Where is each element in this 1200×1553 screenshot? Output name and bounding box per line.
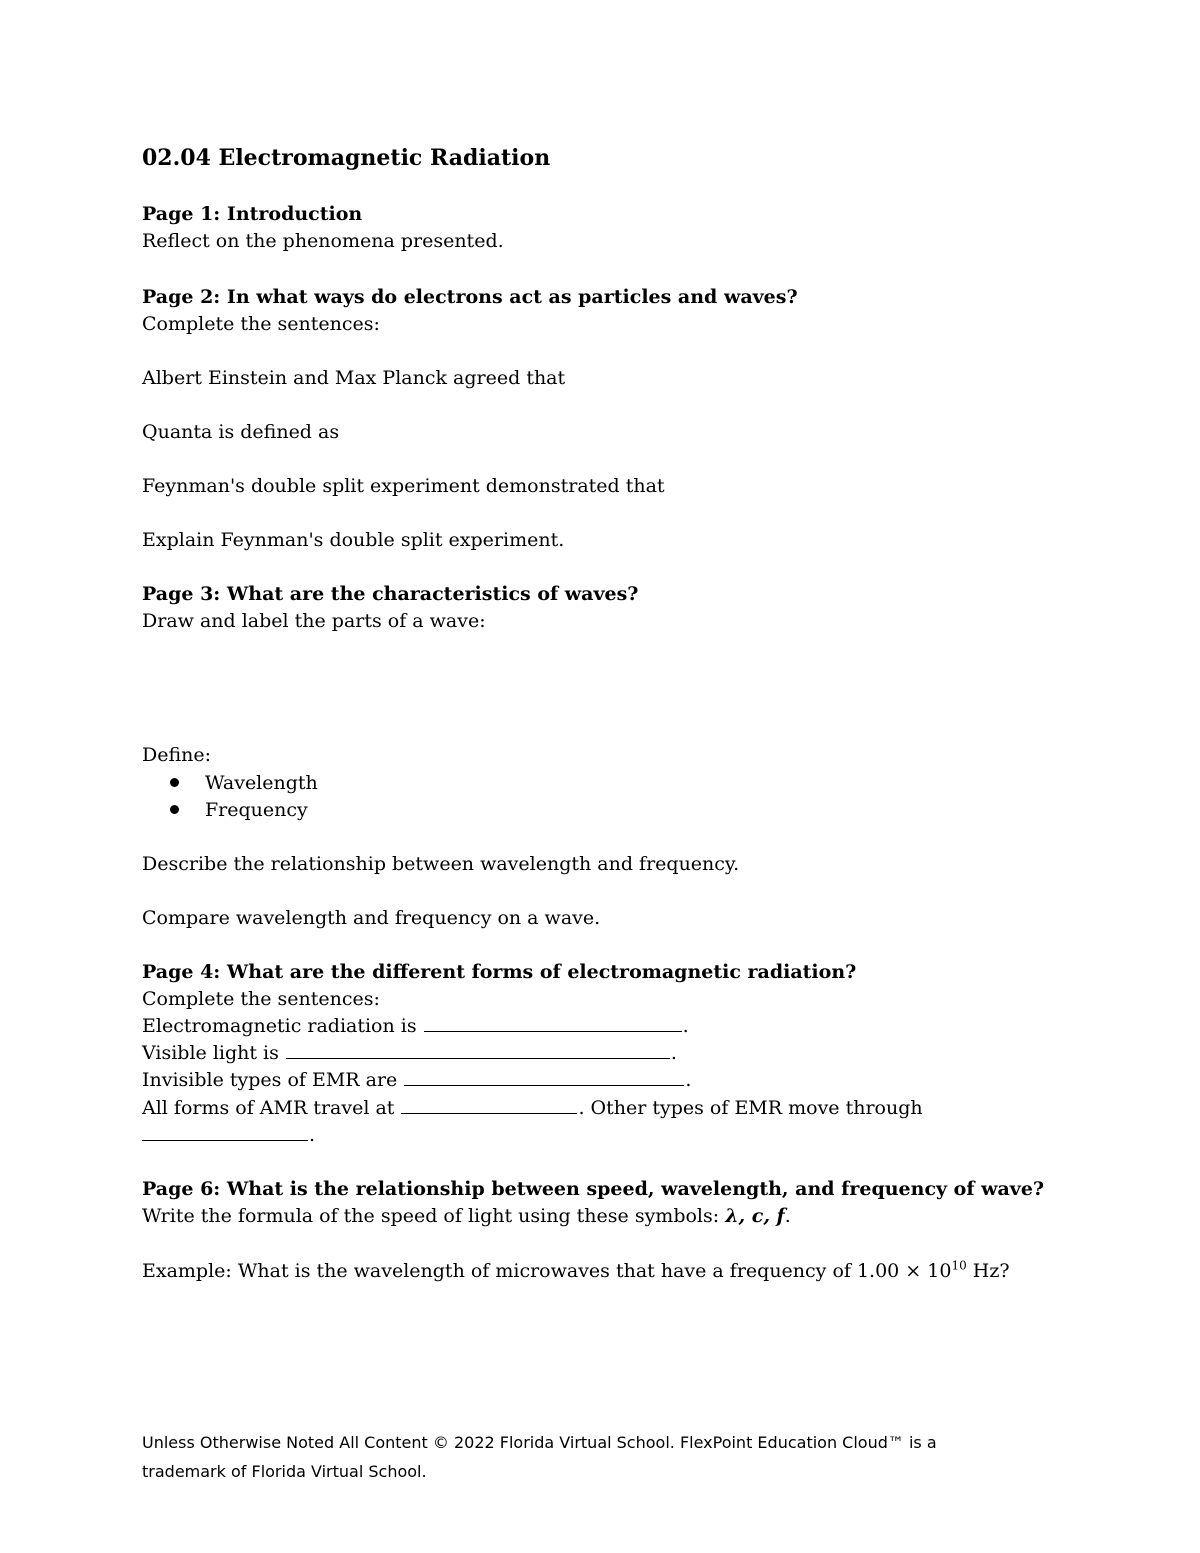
- page4-sentence-continuation: [142, 1122, 315, 1148]
- period: .: [685, 1069, 692, 1091]
- example-text: Example: What is the wavelength of microwaves that have a frequency of 1.00 × 10: [142, 1260, 952, 1282]
- blank-line: [142, 1122, 308, 1141]
- bullet-icon: [170, 778, 179, 787]
- list-item: [170, 797, 308, 823]
- page3-instruction: Draw and label the parts of a wave:: [142, 610, 486, 632]
- page4-sentence-amr-travel: [142, 1095, 923, 1121]
- page3-define-label: Define:: [142, 744, 212, 766]
- footer-line-1: Unless Otherwise Noted All Content © 2022 Florida Virtual School. FlexPoint Education Cloud™ is a: [142, 1433, 937, 1452]
- page2-prompt-einstein-planck: Albert Einstein and Max Planck agreed that: [142, 367, 566, 389]
- page4-instruction: Complete the sentences:: [142, 988, 380, 1010]
- period: .: [670, 1042, 677, 1064]
- page1-text: Reflect on the phenomena presented.: [142, 230, 504, 252]
- page3-prompt-relationship: Describe the relationship between wavelength and frequency.: [142, 853, 740, 875]
- sentence-visible-light-text: Visible light is: [142, 1042, 279, 1064]
- example-units: Hz?: [966, 1260, 1010, 1282]
- blank-line: [404, 1067, 684, 1086]
- footer-copyright: [142, 1428, 1042, 1486]
- page2-prompt-feynman-demonstrated: Feynman's double split experiment demonstrated that: [142, 475, 665, 497]
- page3-heading: Page 3: What are the characteristics of waves?: [142, 583, 639, 605]
- example-exponent: 10: [951, 1258, 967, 1273]
- page6-heading: Page 6: What is the relationship between speed, wavelength, and frequency of wave?: [142, 1178, 1045, 1200]
- page4-heading: Page 4: What are the different forms of electromagnetic radiation?: [142, 961, 857, 983]
- page1-heading: Page 1: Introduction: [142, 203, 363, 225]
- sentence-invisible-text: Invisible types of EMR are: [142, 1069, 398, 1091]
- page6-example: [142, 1258, 1010, 1284]
- period: .: [309, 1124, 316, 1146]
- bullet-icon: [170, 805, 179, 814]
- page2-instruction: Complete the sentences:: [142, 313, 380, 335]
- period: .: [682, 1015, 689, 1037]
- page3-prompt-compare: Compare wavelength and frequency on a wave.: [142, 907, 601, 929]
- page4-sentence-invisible: [142, 1067, 691, 1093]
- page6-formula-prompt: [142, 1203, 791, 1229]
- formula-text: Write the formula of the speed of light using these symbols:: [142, 1205, 720, 1227]
- list-item: [170, 770, 318, 796]
- define-item-frequency: Frequency: [205, 799, 308, 821]
- page4-sentence-visible-light: [142, 1040, 677, 1066]
- document-title: 02.04 Electromagnetic Radiation: [142, 145, 551, 171]
- page4-sentence-emr: [142, 1013, 689, 1039]
- blank-line: [286, 1040, 670, 1059]
- blank-line: [401, 1095, 577, 1114]
- page2-heading: Page 2: In what ways do electrons act as particles and waves?: [142, 286, 798, 308]
- period: .: [784, 1205, 791, 1227]
- page2-prompt-quanta: Quanta is defined as: [142, 421, 340, 443]
- define-item-wavelength: Wavelength: [205, 772, 318, 794]
- footer-line-2: trademark of Florida Virtual School.: [142, 1462, 427, 1481]
- formula-symbols: λ, c, f: [725, 1205, 785, 1227]
- sentence-other-emr-text: . Other types of EMR move through: [578, 1097, 923, 1119]
- sentence-emr-text: Electromagnetic radiation is: [142, 1015, 417, 1037]
- page2-prompt-explain-feynman: Explain Feynman's double split experiment.: [142, 529, 565, 551]
- blank-line: [424, 1013, 682, 1032]
- sentence-amr-text: All forms of AMR travel at: [142, 1097, 395, 1119]
